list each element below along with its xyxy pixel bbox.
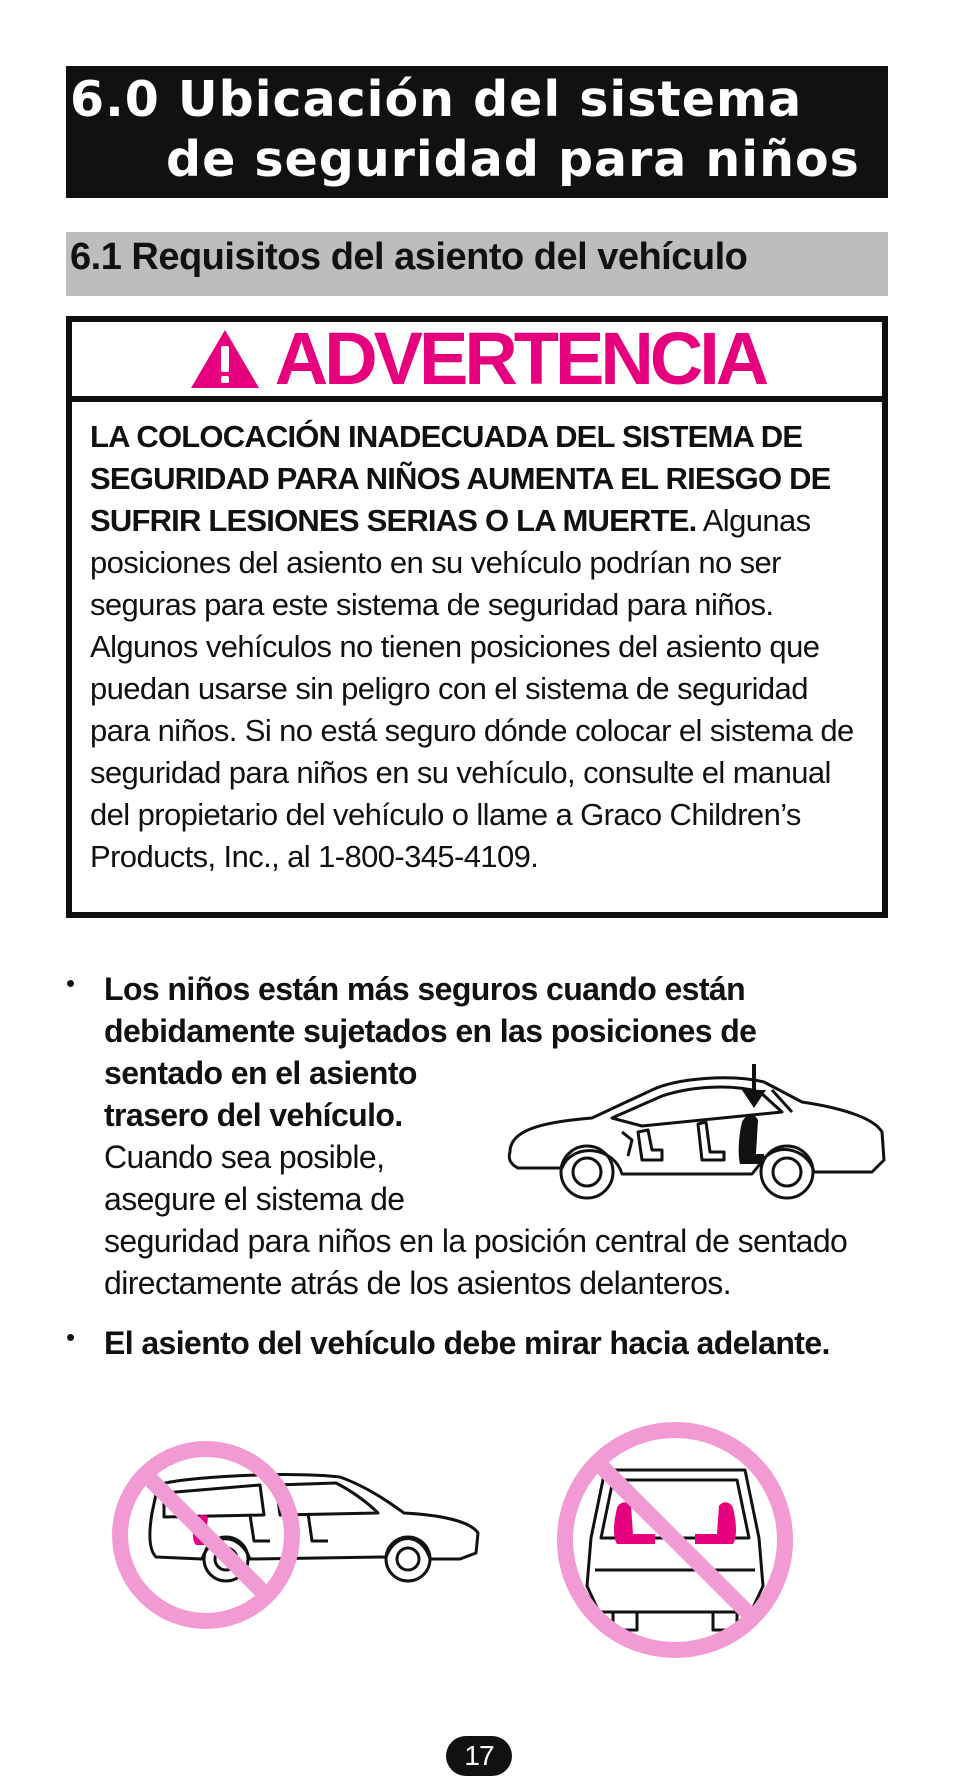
warning-title: ADVERTENCIA xyxy=(274,317,766,400)
page-number: 17 xyxy=(446,1736,512,1776)
warning-header xyxy=(72,317,882,402)
section-title xyxy=(66,66,888,198)
bullet-marker: • xyxy=(66,1322,75,1352)
warning-body xyxy=(72,402,882,878)
bullet-1-bold-narrow: sentado en el asiento trasero del vehículo. xyxy=(104,1055,417,1133)
subsection-title: 6.1 Requisitos del asiento del vehículo xyxy=(66,232,888,296)
bullet-1-bold-full: Los niños están más seguros cuando están debidamente sujetados en las posiciones de xyxy=(104,971,757,1049)
bullet-2-bold: El asiento del vehículo debe mirar hacia adelante. xyxy=(104,1325,830,1361)
bullet-marker: • xyxy=(66,968,75,998)
section-title-line-1: 6.0 Ubicación del sistema xyxy=(70,71,803,128)
warning-bold-text: LA COLOCACIÓN INADECUADA DEL SISTEMA DE SEGURIDAD PARA NIÑOS AUMENTA EL RIESGO DE SUFRIR LESIONES SERIAS O LA MUERTE. xyxy=(90,419,831,538)
warning-triangle-icon xyxy=(189,328,261,390)
prohibited-side-facing-seat-icon xyxy=(100,1425,480,1640)
bullet-forward-facing xyxy=(66,1322,888,1372)
prohibited-rear-facing-seat-icon xyxy=(555,1420,795,1660)
bullet-1-text-full: seguridad para niños en la posición central de sentado directamente atrás de los asientos delanteros. xyxy=(104,1223,848,1301)
warning-text: Algunas posiciones del asiento en su vehículo podrían no ser seguras para este sistema de seguridad para niños. Algunos vehículos no tienen posiciones del asiento que puedan usarse sin peligro con el sistema de seguridad para niños. Si no está seguro dónde colocar el sistema de seguridad para niños en su vehículo, consulte el manual del propietario del vehículo o llame a Graco Children’s Products, Inc., al 1-800-345-4109. xyxy=(90,503,854,874)
car-rear-center-seat-icon xyxy=(502,1060,888,1210)
warning-box xyxy=(66,316,888,918)
bullet-1-text-narrow: Cuando sea posible, asegure el sistema de xyxy=(104,1139,405,1217)
section-title-line-2: de seguridad para niños xyxy=(166,131,860,188)
